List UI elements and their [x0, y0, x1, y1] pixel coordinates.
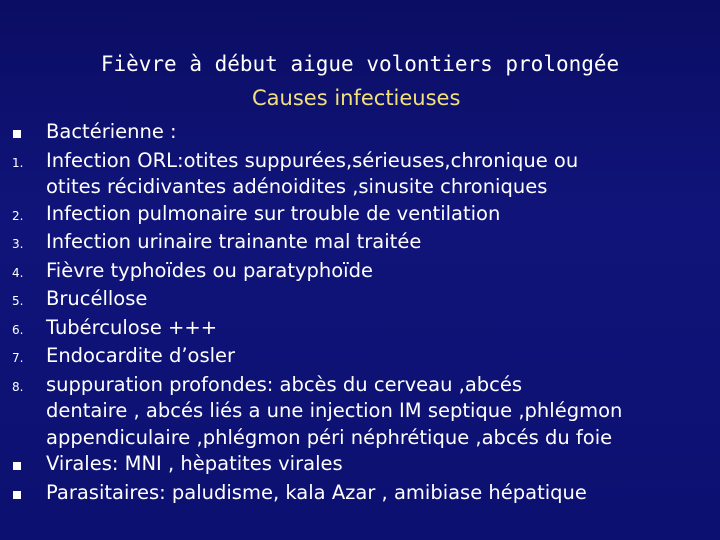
list-item-text: Brucéllose [46, 287, 148, 310]
list-number: 8. [12, 379, 24, 394]
list-item-typhoid [12, 258, 712, 287]
list-item-text: suppuration profondes: abcès du cerveau ,abcés dentaire , abcés liés a une injection IM septique ,phlégmon appendiculaire ,phlégmon péri néphrétique ,abcés du foie [46, 372, 623, 449]
list-item-text: Fièvre typhoïdes ou paratyphoïde [46, 258, 373, 282]
list-item-text: Endocardite d’osler [46, 344, 236, 367]
bullet-square-icon [12, 480, 46, 509]
list-item-parasitic [12, 480, 712, 509]
list-number: 4. [12, 265, 24, 280]
bullet-list [12, 119, 712, 508]
list-item-orl [12, 148, 712, 201]
list-item-urinary [12, 229, 712, 258]
slide-title: Fièvre à début aigue volontiers prolongée [100, 52, 620, 76]
slide-subtitle: Causes infectieuses [252, 86, 461, 110]
list-item-text: Parasitaires: paludisme, kala Azar , amibiase hépatique [46, 480, 587, 504]
list-number: 7. [12, 351, 24, 365]
list-item-endocarditis [12, 343, 712, 372]
bullet-square-icon [12, 119, 46, 148]
list-item-tuberculosis [12, 315, 712, 344]
list-number: 6. [12, 322, 24, 337]
list-item-text: Infection ORL:otites suppurées,sérieuses,chronique ou otites récidivantes adénoidites ,sinusite chroniques [46, 148, 579, 198]
list-number: 1. [12, 155, 24, 170]
list-item-brucellosis [12, 286, 712, 315]
list-item-suppuration [12, 372, 712, 452]
list-number: 3. [12, 237, 24, 251]
list-item-pulmonary [12, 201, 712, 230]
list-item-bacterial [12, 119, 712, 148]
list-item-viral [12, 451, 712, 480]
list-item-text: Tubérculose +++ [46, 315, 218, 339]
bullet-square-icon [12, 451, 46, 480]
list-number: 2. [12, 208, 24, 223]
list-item-text: Bactérienne : [46, 120, 177, 143]
list-item-text: Virales: MNI , hèpatites virales [46, 452, 343, 475]
list-item-text: Infection pulmonaire sur trouble de ventilation [46, 201, 501, 225]
list-item-text: Infection urinaire trainante mal traitée [46, 230, 422, 253]
list-number: 5. [12, 294, 24, 308]
